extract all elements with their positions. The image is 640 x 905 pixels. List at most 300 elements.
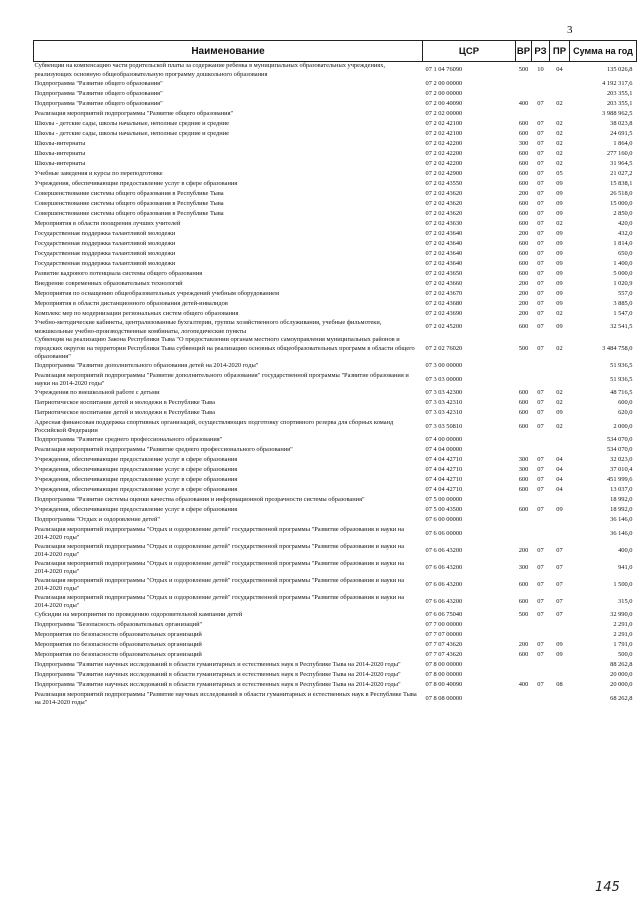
cell-csr: 07 4 04 00000 bbox=[425, 446, 463, 454]
cell-name: Реализация мероприятий подпрограммы "Отдых и оздоровление детей" государственной программы "Развитие образования и науки на 2014-2020 годы" bbox=[34, 593, 405, 609]
cell-name: Реализация мероприятий подпрограммы "Развитие дополнительного образования" государственной программы "Развитие образования и науки на 2014-2020 годы" bbox=[34, 371, 409, 387]
cell-rz: 07 bbox=[537, 229, 544, 237]
cell-sum: 15 838,1 bbox=[610, 179, 633, 187]
cell-rz: 07 bbox=[537, 344, 544, 352]
cell-pr: 09 bbox=[556, 229, 563, 237]
cell-vr bbox=[516, 372, 532, 389]
cell-name: Подпрограмма "Развитие научных исследований в области гуманитарных и естественных наук в Республике Тыва на 2014-2020 годы" bbox=[34, 681, 401, 689]
table-row bbox=[34, 506, 637, 516]
cell-csr: 07 6 06 43200 bbox=[425, 580, 463, 588]
cell-pr: 05 bbox=[556, 169, 563, 177]
cell-vr: 500 bbox=[518, 66, 529, 74]
cell-rz: 07 bbox=[537, 580, 544, 588]
cell-csr: 07 2 02 43630 bbox=[425, 219, 463, 227]
cell-pr bbox=[550, 362, 570, 372]
cell-pr: 02 bbox=[556, 344, 563, 352]
table-row bbox=[34, 594, 637, 611]
cell-vr: 600 bbox=[518, 399, 529, 407]
cell-pr bbox=[550, 621, 570, 631]
cell-sum: 48 716,5 bbox=[610, 389, 633, 397]
cell-name: Школы - детские сады, школы начальные, неполные средние и средние bbox=[34, 129, 229, 137]
cell-sum: 1 020,9 bbox=[613, 279, 633, 287]
cell-vr: 600 bbox=[518, 486, 529, 494]
cell-vr: 200 bbox=[518, 189, 529, 197]
table-row bbox=[34, 446, 637, 456]
cell-sum: 4 192 317,6 bbox=[602, 79, 633, 87]
table-body bbox=[34, 62, 637, 708]
cell-rz bbox=[532, 109, 550, 119]
cell-sum: 1 500,0 bbox=[613, 580, 633, 588]
cell-pr: 09 bbox=[556, 179, 563, 187]
cell-vr: 600 bbox=[518, 651, 529, 659]
table-row bbox=[34, 249, 637, 259]
cell-name: Реализация мероприятий подпрограммы "Развитие среднего профессионального образования" bbox=[34, 446, 293, 454]
cell-vr bbox=[516, 79, 532, 89]
cell-name: Подпрограмма "Развитие системы оценки качества образования и информационной прозрачности системы образования" bbox=[34, 496, 365, 504]
cell-csr: 07 2 02 43620 bbox=[425, 189, 463, 197]
cell-name: Учреждения, обеспечивающие предоставление услуг в сфере образования bbox=[34, 456, 238, 464]
cell-name: Подпрограмма "Развитие научных исследований в области гуманитарных и естественных наук в Республике Тыва на 2014-2020 годы" bbox=[34, 671, 401, 679]
cell-name: Государственная поддержка талантливой молодежи bbox=[34, 239, 176, 247]
cell-name: Развитие кадрового потенциала системы общего образования bbox=[34, 269, 203, 277]
cell-vr: 200 bbox=[518, 299, 529, 307]
cell-sum: 1 547,0 bbox=[613, 309, 633, 317]
table-row bbox=[34, 577, 637, 594]
cell-vr: 600 bbox=[518, 159, 529, 167]
cell-csr: 07 6 06 00000 bbox=[425, 529, 463, 537]
cell-rz: 07 bbox=[537, 611, 544, 619]
cell-vr bbox=[516, 496, 532, 506]
cell-pr: 09 bbox=[556, 279, 563, 287]
cell-sum: 68 262,8 bbox=[610, 694, 633, 702]
cell-pr: 02 bbox=[556, 399, 563, 407]
cell-pr: 09 bbox=[556, 259, 563, 267]
cell-sum: 51 936,5 bbox=[610, 375, 633, 383]
cell-csr: 07 7 07 43620 bbox=[425, 641, 463, 649]
cell-rz: 07 bbox=[537, 309, 544, 317]
cell-rz bbox=[532, 526, 550, 543]
table-row bbox=[34, 289, 637, 299]
cell-name: Мероприятия по оснащению общеобразовательных учреждений учебным оборудованием bbox=[34, 289, 280, 297]
cell-name: Мероприятия по безопасности образовательных организаций bbox=[34, 631, 202, 639]
cell-vr: 600 bbox=[518, 209, 529, 217]
cell-csr: 07 7 07 43620 bbox=[425, 651, 463, 659]
cell-name: Учебно-методические кабинеты, централизованные бухгалтерии, группы хозяйственного обслуживания, учебные фильмотеки, межшкольные учебно-производственные комбинаты, логопедические пункты bbox=[34, 319, 382, 335]
cell-sum: 31 964,5 bbox=[610, 159, 633, 167]
cell-pr bbox=[550, 89, 570, 99]
table-row bbox=[34, 269, 637, 279]
table-row bbox=[34, 159, 637, 169]
cell-pr bbox=[550, 691, 570, 708]
cell-csr: 07 2 02 43680 bbox=[425, 299, 463, 307]
table-row bbox=[34, 399, 637, 409]
table-row bbox=[34, 99, 637, 109]
cell-rz: 07 bbox=[537, 299, 544, 307]
table-row bbox=[34, 486, 637, 496]
cell-csr: 07 3 03 42300 bbox=[425, 389, 463, 397]
table-row bbox=[34, 631, 637, 641]
cell-vr: 600 bbox=[518, 476, 529, 484]
cell-pr: 02 bbox=[556, 389, 563, 397]
cell-pr: 02 bbox=[556, 119, 563, 127]
cell-sum: 315,0 bbox=[618, 597, 633, 605]
cell-pr: 07 bbox=[556, 597, 563, 605]
cell-csr: 07 2 02 43550 bbox=[425, 179, 463, 187]
table-row bbox=[34, 661, 637, 671]
cell-csr: 07 8 00 00000 bbox=[425, 671, 463, 679]
cell-pr: 09 bbox=[556, 289, 563, 297]
cell-pr: 09 bbox=[556, 199, 563, 207]
cell-sum: 3 885,0 bbox=[613, 299, 633, 307]
cell-name: Учебные заведения и курсы по переподготовке bbox=[34, 169, 163, 177]
cell-csr: 07 2 02 43640 bbox=[425, 259, 463, 267]
cell-sum: 3 988 962,5 bbox=[602, 109, 633, 117]
cell-name: Реализация мероприятий подпрограммы "Отдых и оздоровление детей" государственной программы "Развитие образования и науки на 2014-2020 годы" bbox=[34, 576, 405, 592]
cell-rz bbox=[532, 89, 550, 99]
cell-csr: 07 2 02 43640 bbox=[425, 239, 463, 247]
cell-sum: 203 355,1 bbox=[606, 89, 633, 97]
cell-pr: 02 bbox=[556, 422, 563, 430]
cell-name: Школы-интернаты bbox=[34, 149, 86, 157]
cell-vr: 500 bbox=[518, 344, 529, 352]
cell-vr bbox=[516, 109, 532, 119]
table-row bbox=[34, 336, 637, 362]
cell-vr bbox=[516, 691, 532, 708]
cell-rz: 07 bbox=[537, 681, 544, 689]
cell-name: Учреждения, обеспечивающие предоставление услуг в сфере образования bbox=[34, 476, 238, 484]
cell-name: Государственная поддержка талантливой молодежи bbox=[34, 229, 176, 237]
cell-csr: 07 4 04 42710 bbox=[425, 476, 463, 484]
cell-sum: 2 291,0 bbox=[613, 631, 633, 639]
cell-sum: 941,0 bbox=[618, 563, 633, 571]
cell-sum: 15 000,0 bbox=[610, 199, 633, 207]
cell-rz: 07 bbox=[537, 506, 544, 514]
cell-vr: 300 bbox=[518, 456, 529, 464]
table-row bbox=[34, 259, 637, 269]
cell-pr bbox=[550, 79, 570, 89]
table-row bbox=[34, 496, 637, 506]
cell-pr: 09 bbox=[556, 299, 563, 307]
cell-sum: 557,0 bbox=[618, 289, 633, 297]
cell-csr: 07 2 02 43670 bbox=[425, 289, 463, 297]
cell-sum: 600,0 bbox=[618, 399, 633, 407]
cell-sum: 38 023,8 bbox=[610, 119, 633, 127]
table-row bbox=[34, 229, 637, 239]
cell-csr: 07 4 04 42710 bbox=[425, 456, 463, 464]
cell-sum: 1 400,0 bbox=[613, 259, 633, 267]
cell-pr bbox=[550, 526, 570, 543]
cell-name: Реализация мероприятий подпрограммы "Отдых и оздоровление детей" государственной программы "Развитие образования и науки на 2014-2020 годы" bbox=[34, 525, 405, 541]
cell-vr: 600 bbox=[518, 506, 529, 514]
cell-pr: 07 bbox=[556, 546, 563, 554]
cell-vr: 300 bbox=[518, 139, 529, 147]
cell-pr: 02 bbox=[556, 99, 563, 107]
table-row bbox=[34, 129, 637, 139]
cell-name: Подпрограмма "Развитие научных исследований в области гуманитарных и естественных наук в Республике Тыва на 2014-2020 годы" bbox=[34, 661, 401, 669]
table-row bbox=[34, 189, 637, 199]
cell-rz: 07 bbox=[537, 169, 544, 177]
cell-pr: 04 bbox=[556, 466, 563, 474]
cell-csr: 07 2 02 00000 bbox=[425, 109, 463, 117]
table-row bbox=[34, 149, 637, 159]
cell-sum: 400,0 bbox=[618, 546, 633, 554]
cell-sum: 36 146,0 bbox=[610, 516, 633, 524]
cell-pr: 04 bbox=[556, 476, 563, 484]
table-row bbox=[34, 516, 637, 526]
cell-sum: 2 850,0 bbox=[613, 209, 633, 217]
column-header-vr: ВР bbox=[516, 41, 532, 62]
cell-rz bbox=[532, 671, 550, 681]
cell-name: Государственная поддержка талантливой молодежи bbox=[34, 259, 176, 267]
cell-name: Мероприятия по безопасности образовательных организаций bbox=[34, 651, 202, 659]
cell-vr bbox=[516, 526, 532, 543]
table-header bbox=[34, 41, 637, 62]
cell-rz bbox=[532, 691, 550, 708]
cell-vr: 600 bbox=[518, 269, 529, 277]
table-row bbox=[34, 139, 637, 149]
cell-sum: 420,0 bbox=[618, 219, 633, 227]
cell-sum: 620,0 bbox=[618, 409, 633, 417]
cell-rz bbox=[532, 446, 550, 456]
table-row bbox=[34, 279, 637, 289]
cell-csr: 07 2 00 40090 bbox=[425, 99, 463, 107]
cell-pr bbox=[550, 496, 570, 506]
cell-pr: 09 bbox=[556, 209, 563, 217]
cell-sum: 2 000,0 bbox=[613, 422, 633, 430]
cell-sum: 26 518,0 bbox=[610, 189, 633, 197]
cell-rz bbox=[532, 496, 550, 506]
cell-pr bbox=[550, 516, 570, 526]
cell-vr: 600 bbox=[518, 169, 529, 177]
cell-rz: 07 bbox=[537, 199, 544, 207]
cell-sum: 1 814,0 bbox=[613, 239, 633, 247]
cell-csr: 07 7 00 00000 bbox=[425, 621, 463, 629]
cell-pr bbox=[550, 109, 570, 119]
cell-csr: 07 6 06 43200 bbox=[425, 563, 463, 571]
cell-rz bbox=[532, 631, 550, 641]
cell-pr bbox=[550, 661, 570, 671]
table-row bbox=[34, 409, 637, 419]
cell-rz: 07 bbox=[537, 149, 544, 157]
cell-pr bbox=[550, 671, 570, 681]
table-row bbox=[34, 199, 637, 209]
table-row bbox=[34, 119, 637, 129]
cell-name: Мероприятия по безопасности образовательных организаций bbox=[34, 641, 202, 649]
cell-vr: 600 bbox=[518, 219, 529, 227]
table-row bbox=[34, 691, 637, 708]
cell-csr: 07 1 04 76090 bbox=[425, 66, 463, 74]
cell-csr: 07 8 08 00000 bbox=[425, 694, 463, 702]
cell-csr: 07 3 03 42310 bbox=[425, 409, 463, 417]
cell-csr: 07 6 00 00000 bbox=[425, 516, 463, 524]
cell-vr: 600 bbox=[518, 323, 529, 331]
cell-rz: 07 bbox=[537, 289, 544, 297]
cell-pr: 02 bbox=[556, 159, 563, 167]
cell-rz: 07 bbox=[537, 139, 544, 147]
cell-rz bbox=[532, 372, 550, 389]
cell-vr: 200 bbox=[518, 279, 529, 287]
cell-vr: 600 bbox=[518, 249, 529, 257]
cell-pr: 02 bbox=[556, 219, 563, 227]
cell-rz: 07 bbox=[537, 119, 544, 127]
cell-name: Школы - детские сады, школы начальные, неполные средние и средние bbox=[34, 119, 229, 127]
cell-pr: 09 bbox=[556, 269, 563, 277]
cell-pr: 09 bbox=[556, 189, 563, 197]
cell-rz: 07 bbox=[537, 422, 544, 430]
cell-vr: 200 bbox=[518, 289, 529, 297]
table-row bbox=[34, 681, 637, 691]
cell-rz: 07 bbox=[537, 546, 544, 554]
cell-pr: 07 bbox=[556, 611, 563, 619]
cell-csr: 07 2 00 00000 bbox=[425, 89, 463, 97]
cell-pr: 02 bbox=[556, 139, 563, 147]
cell-vr bbox=[516, 446, 532, 456]
cell-sum: 135 026,8 bbox=[606, 66, 633, 74]
cell-csr: 07 3 03 50810 bbox=[425, 422, 463, 430]
cell-vr: 300 bbox=[518, 563, 529, 571]
cell-rz: 07 bbox=[537, 597, 544, 605]
cell-vr: 600 bbox=[518, 259, 529, 267]
column-header-csr: ЦСР bbox=[423, 41, 516, 62]
table-row bbox=[34, 651, 637, 661]
cell-sum: 20 000,0 bbox=[610, 681, 633, 689]
cell-vr: 300 bbox=[518, 466, 529, 474]
cell-vr: 200 bbox=[518, 229, 529, 237]
cell-csr: 07 2 02 76020 bbox=[425, 344, 463, 352]
cell-pr: 04 bbox=[556, 66, 563, 74]
cell-rz: 07 bbox=[537, 466, 544, 474]
cell-vr bbox=[516, 671, 532, 681]
cell-name: Внедрение современных образовательных технологий bbox=[34, 279, 183, 287]
cell-vr: 600 bbox=[518, 179, 529, 187]
table-row bbox=[34, 362, 637, 372]
cell-vr bbox=[516, 436, 532, 446]
cell-name: Подпрограмма "Безопасность образовательных организаций" bbox=[34, 621, 203, 629]
cell-name: Реализация мероприятий подпрограммы "Развитие общего образования" bbox=[34, 109, 234, 117]
cell-rz: 07 bbox=[537, 209, 544, 217]
table-row bbox=[34, 299, 637, 309]
cell-name: Адресная финансовая поддержка спортивных организаций, осуществляющих подготовку спортивного резерва для сборных команд Российской Федерации bbox=[34, 418, 394, 434]
cell-name: Реализация мероприятий подпрограммы "Развитие научных исследований в области гуманитарных и естественных наук в Республике Тыва на 2014-2020 годы" bbox=[34, 690, 417, 706]
cell-csr: 07 7 07 00000 bbox=[425, 631, 463, 639]
cell-vr: 600 bbox=[518, 149, 529, 157]
cell-rz: 07 bbox=[537, 409, 544, 417]
cell-csr: 07 2 02 43650 bbox=[425, 269, 463, 277]
cell-pr bbox=[550, 446, 570, 456]
cell-pr: 02 bbox=[556, 149, 563, 157]
cell-rz: 07 bbox=[537, 399, 544, 407]
table-row bbox=[34, 109, 637, 119]
cell-vr: 500 bbox=[518, 611, 529, 619]
cell-rz: 07 bbox=[537, 249, 544, 257]
cell-sum: 1 864,0 bbox=[613, 139, 633, 147]
cell-sum: 37 010,4 bbox=[610, 466, 633, 474]
cell-pr: 08 bbox=[556, 681, 563, 689]
cell-vr: 600 bbox=[518, 129, 529, 137]
cell-sum: 650,0 bbox=[618, 249, 633, 257]
cell-rz bbox=[532, 436, 550, 446]
table-row bbox=[34, 389, 637, 399]
cell-pr bbox=[550, 631, 570, 641]
table-row bbox=[34, 219, 637, 229]
cell-pr: 04 bbox=[556, 456, 563, 464]
cell-vr: 400 bbox=[518, 99, 529, 107]
cell-vr: 600 bbox=[518, 199, 529, 207]
cell-csr: 07 2 02 45200 bbox=[425, 323, 463, 331]
cell-vr: 600 bbox=[518, 597, 529, 605]
column-header-pr: ПР bbox=[550, 41, 570, 62]
cell-name: Государственная поддержка талантливой молодежи bbox=[34, 249, 176, 257]
column-header-sum: Сумма на год bbox=[570, 41, 637, 62]
cell-rz: 07 bbox=[537, 179, 544, 187]
cell-name: Учреждения, обеспечивающие предоставление услуг в сфере образования bbox=[34, 179, 238, 187]
cell-vr: 600 bbox=[518, 389, 529, 397]
cell-sum: 32 023,0 bbox=[610, 456, 633, 464]
table-row bbox=[34, 62, 637, 80]
table-row bbox=[34, 79, 637, 89]
cell-csr: 07 2 00 00000 bbox=[425, 79, 463, 87]
cell-name: Подпрограмма "Развитие среднего профессионального образования" bbox=[34, 436, 223, 444]
cell-name: Реализация мероприятий подпрограммы "Отдых и оздоровление детей" государственной программы "Развитие образования и науки на 2014-2020 годы" bbox=[34, 542, 405, 558]
cell-name: Субсидии на мероприятия по проведению оздоровительной кампании детей bbox=[34, 611, 243, 619]
cell-csr: 07 2 02 43690 bbox=[425, 309, 463, 317]
cell-pr: 09 bbox=[556, 641, 563, 649]
cell-csr: 07 4 00 00000 bbox=[425, 436, 463, 444]
cell-csr: 07 2 02 43640 bbox=[425, 249, 463, 257]
cell-sum: 2 291,0 bbox=[613, 621, 633, 629]
cell-sum: 203 355,1 bbox=[606, 99, 633, 107]
cell-sum: 5 000,0 bbox=[613, 269, 633, 277]
cell-csr: 07 3 03 00000 bbox=[425, 375, 463, 383]
cell-pr: 09 bbox=[556, 506, 563, 514]
cell-name: Учреждения, обеспечивающие предоставление услуг в сфере образования bbox=[34, 466, 238, 474]
cell-csr: 07 2 02 43640 bbox=[425, 229, 463, 237]
cell-sum: 534 070,0 bbox=[606, 446, 633, 454]
cell-name: Комплекс мер по модернизации региональных систем общего образования bbox=[34, 309, 239, 317]
cell-name: Мероприятия в области поощрения лучших учителей bbox=[34, 219, 181, 227]
cell-sum: 432,0 bbox=[618, 229, 633, 237]
cell-rz bbox=[532, 661, 550, 671]
cell-vr: 600 bbox=[518, 409, 529, 417]
cell-vr: 600 bbox=[518, 580, 529, 588]
cell-csr: 07 2 02 43620 bbox=[425, 199, 463, 207]
table-row bbox=[34, 239, 637, 249]
cell-csr: 07 4 04 42710 bbox=[425, 466, 463, 474]
cell-csr: 07 3 03 42310 bbox=[425, 399, 463, 407]
cell-pr bbox=[550, 436, 570, 446]
cell-rz bbox=[532, 621, 550, 631]
cell-pr: 02 bbox=[556, 129, 563, 137]
cell-sum: 18 992,0 bbox=[610, 506, 633, 514]
cell-rz: 07 bbox=[537, 259, 544, 267]
cell-rz: 07 bbox=[537, 159, 544, 167]
cell-name: Патриотическое воспитание детей и молодежи в Республике Тыва bbox=[34, 399, 215, 407]
cell-sum: 24 691,5 bbox=[610, 129, 633, 137]
cell-pr: 09 bbox=[556, 323, 563, 331]
cell-pr: 09 bbox=[556, 409, 563, 417]
table-row bbox=[34, 372, 637, 389]
cell-rz: 07 bbox=[537, 641, 544, 649]
cell-csr: 07 2 02 42200 bbox=[425, 139, 463, 147]
cell-csr: 07 8 00 00000 bbox=[425, 661, 463, 669]
cell-csr: 07 3 00 00000 bbox=[425, 362, 463, 370]
table-row bbox=[34, 319, 637, 336]
cell-sum: 1 791,0 bbox=[613, 641, 633, 649]
cell-name: Совершенствование системы общего образования в Республике Тыва bbox=[34, 199, 224, 207]
cell-rz bbox=[532, 516, 550, 526]
cell-rz: 07 bbox=[537, 189, 544, 197]
cell-sum: 451 999,6 bbox=[606, 476, 633, 484]
